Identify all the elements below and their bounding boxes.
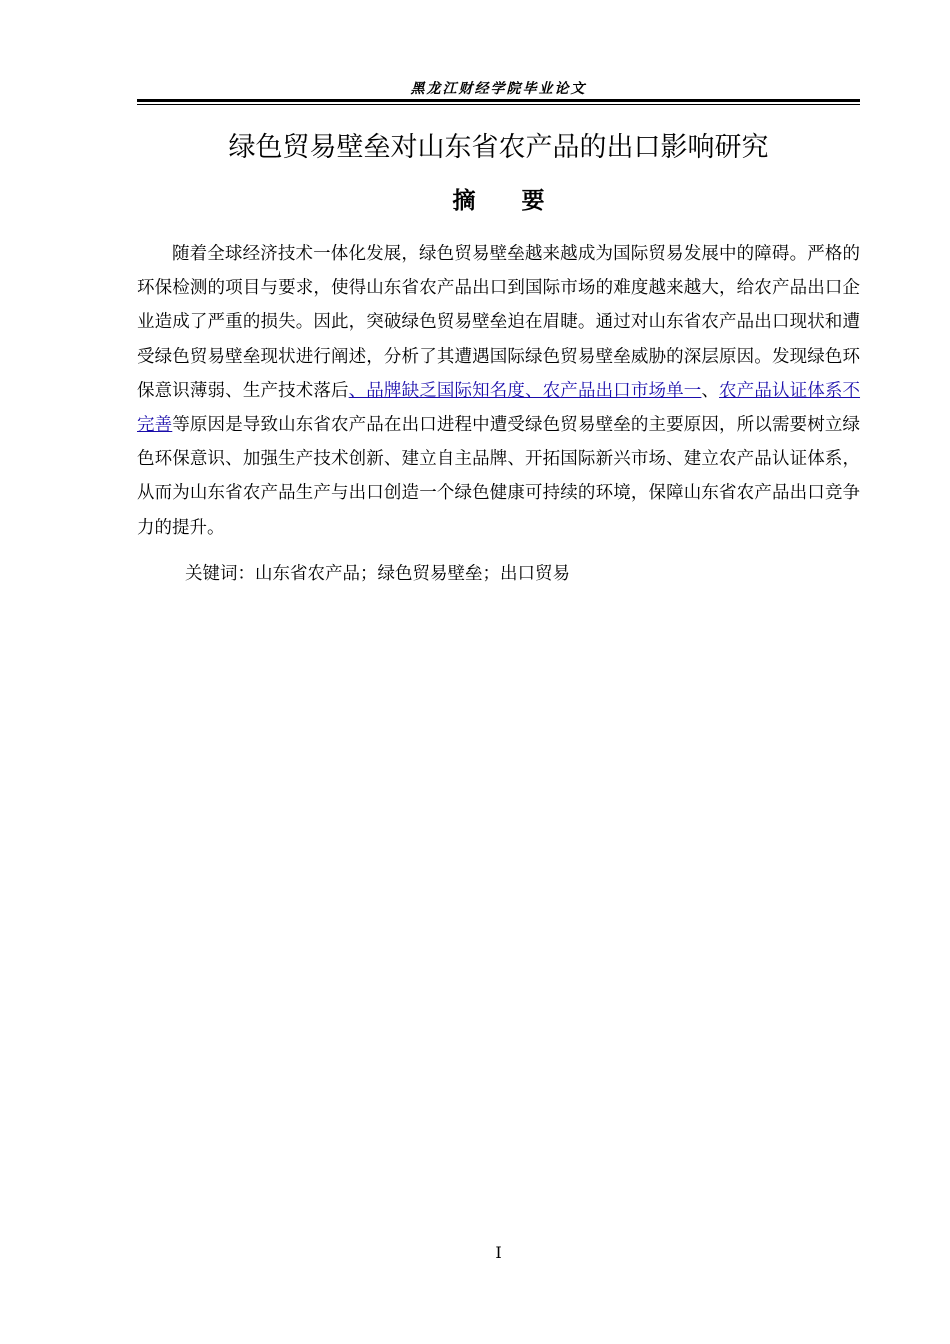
abstract-body xyxy=(137,237,860,545)
header-rule-thick xyxy=(137,99,860,102)
keywords-label: 关键词： xyxy=(185,564,255,584)
abstract-text-1: 随着全球经济技术一体化发展，绿色贸易壁垒越来越成为国际贸易发展中的障碍。严格的环保检测的项目与要求，使得山东省农产品出口到国际市场的难度越来越大，给农产品出口企业造成了严重的损失。因此，突破绿色贸易壁垒迫在眉睫。通过对山东省农产品出口现状和遭受绿色贸易壁垒现状进行阐述，分析了其遭遇国际绿色贸易壁垒威胁的深层原因。发现绿色环保意识薄弱、生产技术落后 xyxy=(137,244,860,401)
keywords-line xyxy=(185,559,860,589)
abstract-link-2[interactable]: 农产品认证体系不完善 xyxy=(137,380,861,436)
header-rule-thin xyxy=(137,104,860,105)
abstract-text-2: 、 xyxy=(701,380,720,401)
running-header: 黑龙江财经学院毕业论文 xyxy=(410,81,587,97)
keywords-text: 山东省农产品；绿色贸易壁垒；出口贸易 xyxy=(255,564,570,584)
page-number: I xyxy=(495,1243,502,1262)
abstract-link-1[interactable]: 、品牌缺乏国际知名度、农产品出口市场单一 xyxy=(348,380,702,401)
document-title: 绿色贸易壁垒对山东省农产品的出口影响研究 xyxy=(228,132,769,163)
abstract-text-3: 等原因是导致山东省农产品在出口进程中遭受绿色贸易壁垒的主要原因，所以需要树立绿色环保意识、加强生产技术创新、建立自主品牌、开拓国际新兴市场、建立农产品认证体系，从而为山东省农产品生产与出口创造一个绿色健康可持续的环境，保障山东省农产品出口竞争力的提升。 xyxy=(137,415,861,538)
abstract-heading: 摘 要 xyxy=(452,188,545,214)
